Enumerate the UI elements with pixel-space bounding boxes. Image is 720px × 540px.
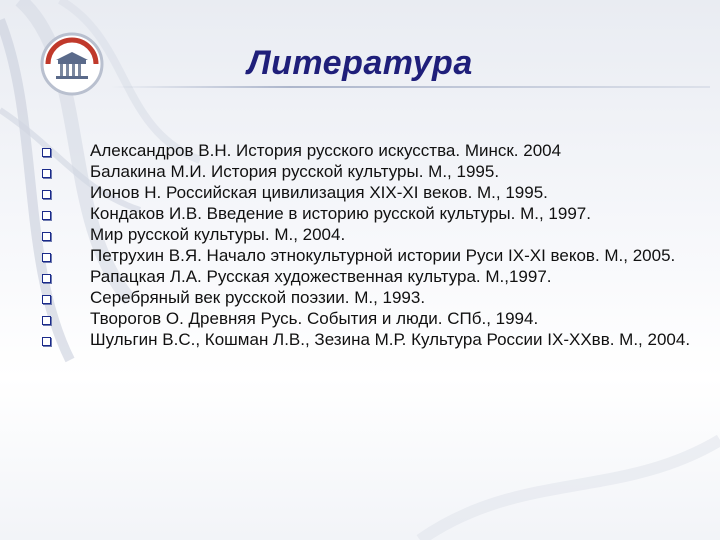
list-item xyxy=(40,287,700,308)
square-bullet-icon xyxy=(42,253,51,262)
square-bullet-icon xyxy=(42,337,51,346)
list-item-text: Петрухин В.Я. Начало этнокультурной истории Руси IX-XI веков. М., 2005. xyxy=(90,246,676,265)
university-emblem-icon xyxy=(36,28,108,100)
list-item xyxy=(40,308,700,329)
square-bullet-icon xyxy=(42,316,51,325)
square-bullet-icon xyxy=(42,148,51,157)
slide-title: Литература xyxy=(247,44,473,82)
list-item xyxy=(40,140,700,161)
list-item-text: Мир русской культуры. М., 2004. xyxy=(90,225,346,244)
list-item xyxy=(40,161,700,182)
list-item-text: Рапацкая Л.А. Русская художественная культура. М.,1997. xyxy=(90,267,552,286)
literature-list xyxy=(40,140,700,350)
square-bullet-icon xyxy=(42,232,51,241)
square-bullet-icon xyxy=(42,295,51,304)
list-item-text: Балакина М.И. История русской культуры. М., 1995. xyxy=(90,162,500,181)
list-item-text: Шульгин В.С., Кошман Л.В., Зезина М.Р. Культура России IX-XXвв. М., 2004. xyxy=(90,330,691,349)
square-bullet-icon xyxy=(42,169,51,178)
title-underline xyxy=(110,86,710,88)
list-item-text: Александров В.Н. История русского искусства. Минск. 2004 xyxy=(90,141,562,160)
square-bullet-icon xyxy=(42,274,51,283)
list-item xyxy=(40,329,700,350)
list-item-text: Серебряный век русской поэзии. М., 1993. xyxy=(90,288,426,307)
list-item xyxy=(40,245,700,266)
list-item-text: Творогов О. Древняя Русь. События и люди. СПб., 1994. xyxy=(90,309,539,328)
list-item-text: Кондаков И.В. Введение в историю русской культуры. М., 1997. xyxy=(90,204,591,223)
square-bullet-icon xyxy=(42,190,51,199)
list-item xyxy=(40,182,700,203)
square-bullet-icon xyxy=(42,211,51,220)
list-item xyxy=(40,224,700,245)
list-item xyxy=(40,203,700,224)
list-item xyxy=(40,266,700,287)
list-item-text: Ионов Н. Российская цивилизация XIX-XI веков. М., 1995. xyxy=(90,183,548,202)
